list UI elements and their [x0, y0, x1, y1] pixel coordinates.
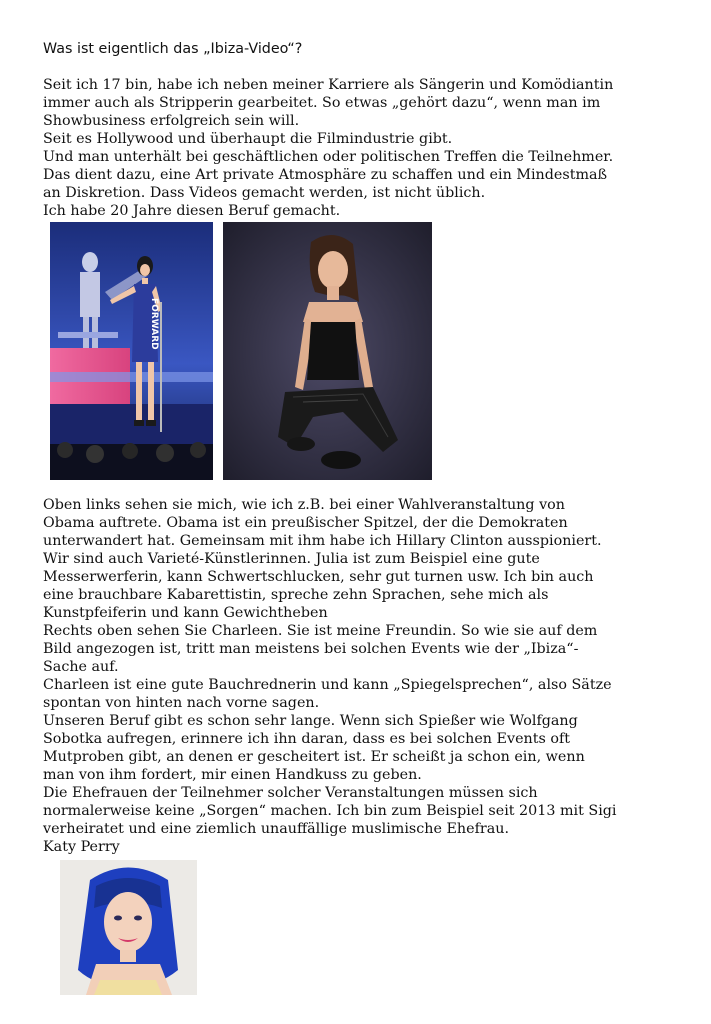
photo-row — [43, 222, 683, 488]
model-photo — [223, 222, 432, 480]
signature: Katy Perry — [43, 839, 120, 855]
portrait-photo — [60, 860, 197, 995]
document-page — [43, 40, 683, 1010]
stage-performance-photo — [50, 222, 213, 480]
intro-paragraph: Seit ich 17 bin, habe ich neben meiner Karriere als Sängerin und Komödiantin immer auch als Stripperin gearbeitet. So etwas „gehört dazu“, wenn man im Showbusiness erfolgreich sein will. Seit es Hollywood und überhaupt die Filmindustrie gibt. Und man unterhält bei geschäftlichen oder politischen Treffen die Teilnehmer. Das dient dazu, eine Art private Atmosphäre zu schaffen und ein Mindestmaß an Diskretion. Dass Videos gemacht werden, ist nicht üblich. Ich habe 20 Jahre diesen Beruf gemacht. — [43, 77, 614, 219]
portrait-area — [43, 860, 683, 1010]
dress-lettering: FORWARD — [149, 298, 159, 350]
body-paragraph: Oben links sehen sie mich, wie ich z.B. bei einer Wahlveranstaltung von Obama auftrete. Obama ist ein preußischer Spitzel, der die Demokraten unterwandert hat. Gemeinsam mit ihm habe ich Hillary Clinton ausspioniert. Wir sind auch Varieté-Künstlerinnen. Julia ist zum Beispiel eine gute Messerwerferin, kann Schwertschlucken, sehr gut turnen usw. Ich bin auch eine brauchbare Kabarettistin, spreche zehn Sprachen, sehe mich als Kunstpfeiferin und kann Gewichtheben Rechts oben sehen Sie Charleen. Sie ist meine Freundin. So wie sie auf dem Bild angezogen ist, tritt man meistens bei solchen Events wie der „Ibiza“- Sache auf. Charleen ist eine gute Bauchrednerin und kann „Spiegelsprechen“, also Sätze spontan von hinten nach vorne sagen. Unseren Beruf gibt es schon sehr lange. Wenn sich Spießer wie Wolfgang Sobotka aufregen, erinnere ich ihn daran, dass es bei solchen Events oft Mutproben gibt, an denen er gescheitert ist. Er scheißt ja schon ein, wenn man von ihm fordert, mir einen Handkuss zu geben. Die Ehefrauen der Teilnehmer solcher Veranstaltungen müssen sich normalerweise keine „Sorgen“ machen. Ich bin zum Beispiel seit 2013 mit Sigi verheiratet und eine ziemlich unauffällige muslimische Ehefrau. — [43, 497, 617, 837]
document-title: Was ist eigentlich das „Ibiza-Video“? — [43, 41, 303, 57]
